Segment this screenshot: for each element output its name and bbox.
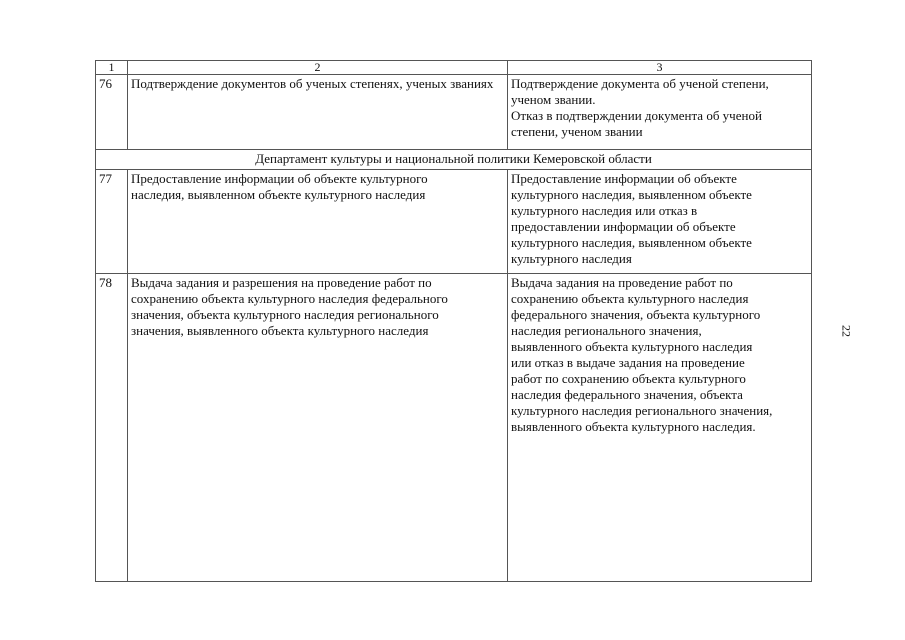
service-line: наследия, выявленном объекте культурного наследия [131,187,426,202]
table-row-78 [96,274,812,582]
service-line: значения, выявленного объекта культурного наследия [131,323,429,338]
result-line: культурного наследия регионального значения, [511,403,773,418]
service-line: Предоставление информации об объекте культурного [131,171,428,186]
result-line: работ по сохранению объекта культурного [511,371,746,386]
result-line: культурного наследия [511,251,632,266]
service-line: сохранению объекта культурного наследия федерального [131,291,448,306]
table-row-77 [96,170,812,274]
row-number: 78 [96,274,128,582]
result-line: предоставлении информации об объекте [511,219,736,234]
section-title: Департамент культуры и национальной политики Кемеровской области [96,150,812,170]
service-line: Выдача задания и разрешения на проведение работ по [131,275,432,290]
result-line: выявленного объекта культурного наследия [511,339,753,354]
header-col-3: 3 [508,61,812,75]
page-number: 22 [839,325,854,337]
result-line: наследия регионального значения, [511,323,702,338]
result-line: наследия федерального значения, объекта [511,387,743,402]
result-line: Предоставление информации об объекте [511,171,737,186]
service-result [508,274,812,582]
result-line: федерального значения, объекта культурного [511,307,761,322]
service-name [128,170,508,274]
result-line: Подтверждение документа об ученой степени, [511,76,769,91]
result-line: Отказ в подтверждении документа об ученой [511,108,762,123]
result-line: выявленного объекта культурного наследия. [511,419,756,434]
result-line: или отказ в выдаче задания на проведение [511,355,745,370]
result-line: ученом звании. [511,92,596,107]
service-name: Подтверждение документов об ученых степенях, ученых званиях [128,75,508,150]
result-line: сохранению объекта культурного наследия [511,291,749,306]
row-number: 77 [96,170,128,274]
header-row [96,61,812,75]
header-col-1: 1 [96,61,128,75]
result-line: культурного наследия, выявленном объекте [511,235,752,250]
services-table [95,60,812,582]
result-line: Выдача задания на проведение работ по [511,275,733,290]
result-line: степени, ученом звании [511,124,643,139]
table-row-76 [96,75,812,150]
service-result [508,170,812,274]
row-number: 76 [96,75,128,150]
service-result [508,75,812,150]
result-line: культурного наследия, выявленном объекте [511,187,752,202]
header-col-2: 2 [128,61,508,75]
section-row [96,150,812,170]
service-line: значения, объекта культурного наследия регионального [131,307,439,322]
service-name [128,274,508,582]
result-line: культурного наследия или отказ в [511,203,698,218]
